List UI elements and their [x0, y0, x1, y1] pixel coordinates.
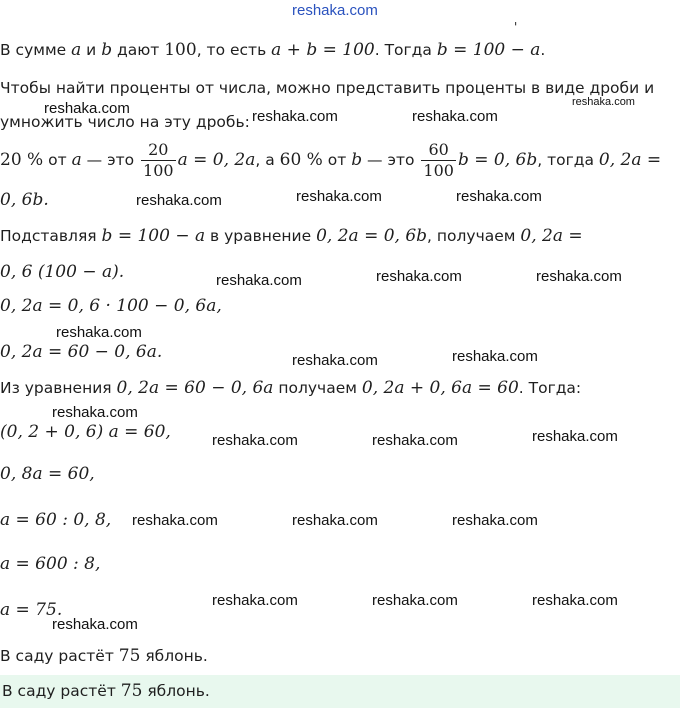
- math: b = 100 − a: [101, 226, 206, 246]
- equation-step-2: 0, 2a = 0, 6 · 100 − 0, 6a,: [0, 296, 222, 316]
- text: — это: [362, 151, 420, 169]
- math: b = 0, 6b: [457, 150, 538, 170]
- combine-statement: [0, 378, 581, 398]
- text: , получаем: [427, 227, 521, 245]
- text: В саду растёт: [2, 682, 121, 700]
- stray-mark: ': [514, 20, 518, 34]
- math: 0, 2a = 60 − 0, 6a: [116, 378, 274, 398]
- text: . Тогда: [374, 41, 437, 59]
- math: a = 0, 2a: [177, 150, 256, 170]
- math: 20 %: [0, 150, 44, 170]
- watermark: reshaka.com: [52, 616, 138, 633]
- text: яблонь.: [140, 647, 208, 665]
- watermark: reshaka.com: [52, 404, 138, 421]
- equation-result: a = 75.: [0, 600, 63, 620]
- watermark: reshaka.com: [212, 592, 298, 609]
- watermark: reshaka.com: [456, 188, 542, 205]
- math: b: [351, 150, 363, 170]
- text: В сумме: [0, 41, 72, 59]
- watermark: reshaka.com: [252, 108, 338, 125]
- equation-step-5: 0, 8a = 60,: [0, 464, 95, 484]
- text: от: [43, 151, 72, 169]
- text: Подставляя: [0, 227, 102, 245]
- text: Из уравнения: [0, 379, 117, 397]
- fraction-numerator: 60: [421, 140, 456, 161]
- watermark: reshaka.com: [44, 100, 130, 117]
- percent-explanation-2: умножить число на эту дробь:: [0, 113, 250, 131]
- watermark: reshaka.com: [376, 268, 462, 285]
- watermark: reshaka.com: [372, 592, 458, 609]
- text: дают: [112, 41, 165, 59]
- text: получаем: [273, 379, 362, 397]
- watermark: reshaka.com: [452, 348, 538, 365]
- equation-step-1: 0, 6 (100 − a).: [0, 262, 125, 282]
- text: и: [81, 41, 102, 59]
- sum-statement: [0, 40, 545, 60]
- text: . Тогда:: [518, 379, 582, 397]
- watermark: reshaka.com: [132, 512, 218, 529]
- text: яблонь.: [142, 682, 210, 700]
- watermark: reshaka.com: [532, 592, 618, 609]
- math: a: [71, 40, 82, 60]
- site-watermark-top[interactable]: reshaka.com: [292, 2, 378, 19]
- watermark: reshaka.com: [572, 96, 635, 108]
- fraction-numerator: 20: [141, 140, 176, 161]
- answer-text: [2, 681, 210, 701]
- math: 0, 2a + 0, 6a = 60: [361, 378, 519, 398]
- conclusion: [0, 646, 208, 666]
- math: a + b = 100: [271, 40, 375, 60]
- text: В саду растёт: [0, 647, 119, 665]
- math: 60 %: [279, 150, 323, 170]
- watermark: reshaka.com: [292, 512, 378, 529]
- substitution-statement: [0, 226, 583, 246]
- percent-explanation-1: Чтобы найти проценты от числа, можно представить проценты в виде дроби и: [0, 79, 655, 97]
- text: , а: [255, 151, 280, 169]
- watermark: reshaka.com: [532, 428, 618, 445]
- equation-step-7: a = 600 : 8,: [0, 554, 101, 574]
- text: — это: [81, 151, 140, 169]
- watermark: reshaka.com: [56, 324, 142, 341]
- math: b: [101, 40, 113, 60]
- text: в уравнение: [205, 227, 317, 245]
- math: b = 100 − a: [436, 40, 541, 60]
- math: 0, 2a = 0, 6b: [316, 226, 428, 246]
- answer-box: [0, 675, 680, 708]
- math: 75: [118, 646, 141, 666]
- math: 75: [120, 681, 143, 701]
- fraction-20-100: [141, 140, 176, 181]
- fraction-denominator: 100: [423, 161, 454, 180]
- watermark: reshaka.com: [372, 432, 458, 449]
- text: , тогда: [537, 151, 599, 169]
- fraction-denominator: 100: [143, 161, 174, 180]
- watermark: reshaka.com: [296, 188, 382, 205]
- watermark: reshaka.com: [136, 192, 222, 209]
- equation-step-4: (0, 2 + 0, 6) a = 60,: [0, 422, 171, 442]
- equation-step-6: a = 60 : 0, 8,: [0, 510, 112, 530]
- math: 0, 2a =: [598, 150, 662, 170]
- equation-0-6b: 0, 6b.: [0, 190, 49, 210]
- math: a: [71, 150, 82, 170]
- math: 0, 2a =: [520, 226, 583, 246]
- fraction-60-100: [421, 140, 456, 181]
- watermark: reshaka.com: [212, 432, 298, 449]
- percent-expressions: [0, 136, 661, 184]
- watermark: reshaka.com: [216, 272, 302, 289]
- watermark: reshaka.com: [292, 352, 378, 369]
- text: от: [322, 151, 352, 169]
- watermark: reshaka.com: [412, 108, 498, 125]
- equation-step-3: 0, 2a = 60 − 0, 6a.: [0, 342, 163, 362]
- math: 100: [164, 40, 197, 60]
- watermark: reshaka.com: [452, 512, 538, 529]
- watermark: reshaka.com: [536, 268, 622, 285]
- text: , то есть: [196, 41, 272, 59]
- text: .: [540, 41, 546, 59]
